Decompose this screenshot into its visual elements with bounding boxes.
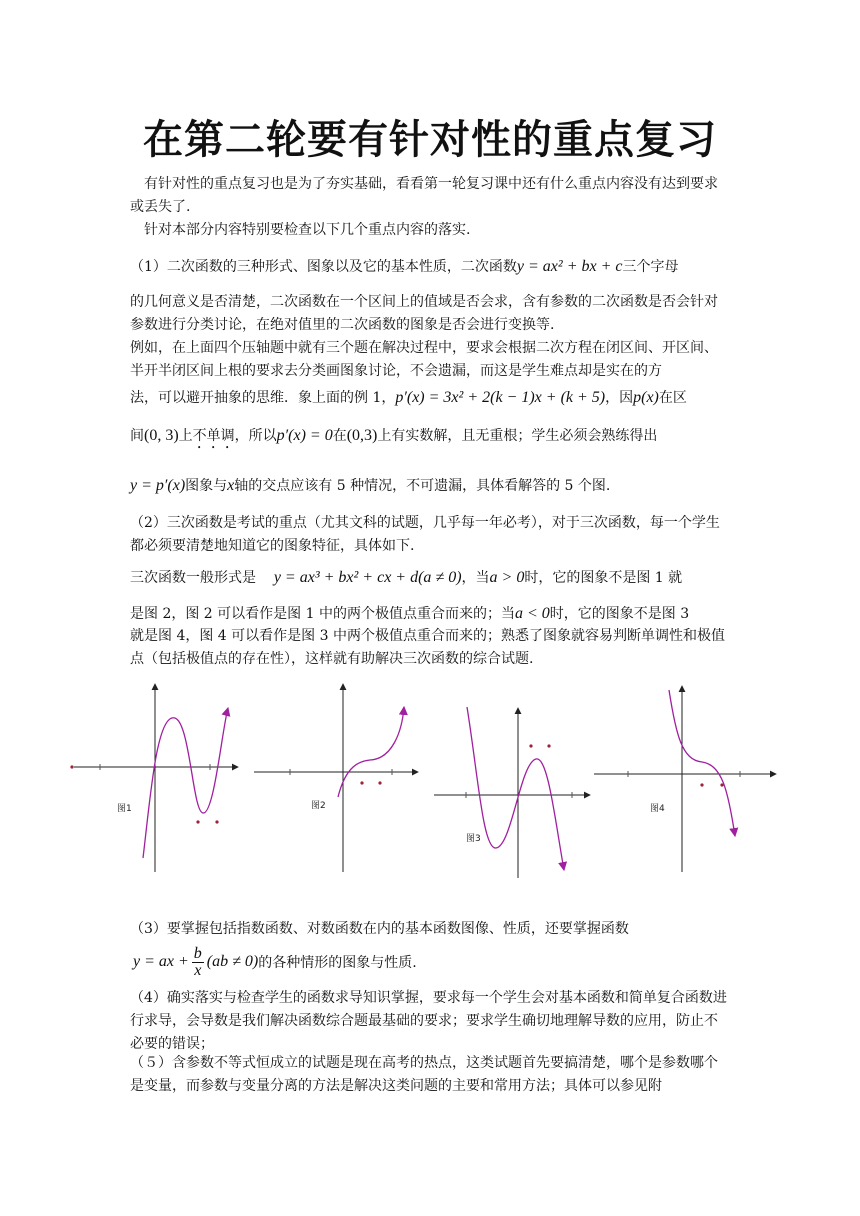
item2-paragraph-d: 就是图 4，图 4 可以看作是图 3 中两个极值点重合而来的；熟悉了图象就容易判断单调性和极值点（包括极值点的存在性），这样就有助解决三次函数的综合试题. xyxy=(130,628,725,667)
fraction: $\frac{b}{x}$ xyxy=(193,944,202,979)
item1-line-e: 法，可以避开抽象的思维．象上面的例 1，p′(x) = 3x² + 2(k − 1)x + (k + 5)，因p(x)在区 xyxy=(130,389,687,406)
figure-4-label: 图4 xyxy=(650,804,665,814)
cubic-formula: y = ax³ + bx² + cx + d(a ≠ 0) xyxy=(273,569,462,586)
figure-2-label: 图2 xyxy=(311,801,326,811)
item2-line-b: 三次函数一般形式是 y = ax³ + bx² + cx + d(a ≠ 0)，当a > 0时，它的图象不是图 1 就 xyxy=(130,569,683,586)
item3-line-a: （3）要掌握包括指数函数、对数函数在内的基本函数图像、性质，还要掌握函数 xyxy=(130,921,629,937)
item5-paragraph: （５）含参数不等式恒成立的试题是现在高考的热点，这类试题首先要搞清楚，哪个是参数哪个是变量，而参数与变量分离的方法是解决这类问题的主要和常用方法；具体可以参见附 xyxy=(130,1055,718,1094)
figure-2-graph xyxy=(254,684,418,872)
item2-line-c: 是图 2，图 2 可以看作是图 1 中的两个极值点重合而来的；当a < 0时，它的图象不是图 3 xyxy=(130,605,690,622)
emphasis-text: 不单调 xyxy=(192,428,235,444)
item4-paragraph: （4）确实落实与检查学生的函数求导知识掌握，要求每一个学生会对基本函数和简单复合函数进行求导，会导数是我们解决函数综合题最基础的要求；要求学生确切地理解导数的应用，防止不必要的错误； xyxy=(130,990,727,1052)
figure-1-label: 图1 xyxy=(117,804,132,814)
item1-paragraph-c: 的几何意义是否清楚，二次函数在一个区间上的值域是否会求，含有参数的二次函数是否会针对参数进行分类讨论，在绝对值里的二次函数的图象是否会进行变换等. xyxy=(130,294,718,333)
intro-paragraph-2: 针对本部分内容特别要检查以下几个重点内容的落实. xyxy=(144,222,471,238)
figure-1-graph xyxy=(70,684,238,872)
intro-paragraph-1: 有针对性的重点复习也是为了夯实基础，看看第一轮复习课中还有什么重点内容没有达到要求或丢失了. xyxy=(130,176,718,215)
quadratic-formula: y = ax² + bx + c xyxy=(516,258,623,275)
item1-line-f: 间(0, 3)上不单调，所以p′(x) = 0在(0,3)上有实数解，且无重根；学生必须会熟练得出 xyxy=(130,427,658,444)
item1-paragraph-d: 例如，在上面四个压轴题中就有三个题在解决过程中，要求会根据二次方程在闭区间、开区间、半开半闭区间上根的要求去分类画图象讨论，不会遗漏，而这是学生难点却是实在的方 xyxy=(130,340,718,379)
item3-formula-line: y = ax + $\frac{b}{x}$ (ab ≠ 0) 的各种情形的图象与性质. xyxy=(133,944,417,979)
item2-paragraph-a: （2）三次函数是考试的重点（尤其文科的试题，几乎每一年必考），对于三次函数，每一个学生都必须要清楚地知道它的图象特征，具体如下. xyxy=(130,515,720,554)
figure-4-graph xyxy=(594,686,776,872)
page-title: 在第二轮要有针对性的重点复习 xyxy=(143,116,717,163)
derivative-formula: p′(x) = 3x² + 2(k − 1)x + (k + 5) xyxy=(395,389,606,406)
figure-3-label: 图3 xyxy=(466,834,481,844)
figure-3-graph xyxy=(434,707,590,878)
item1-line-g: y = p′(x)图象与x轴的交点应该有 5 种情况，不可遗漏，具体看解答的 5 个图. xyxy=(130,477,611,494)
item1-line1: （1）二次函数的三种形式、图象以及它的基本性质，二次函数y = ax² + bx + c三个字母 xyxy=(130,258,679,275)
